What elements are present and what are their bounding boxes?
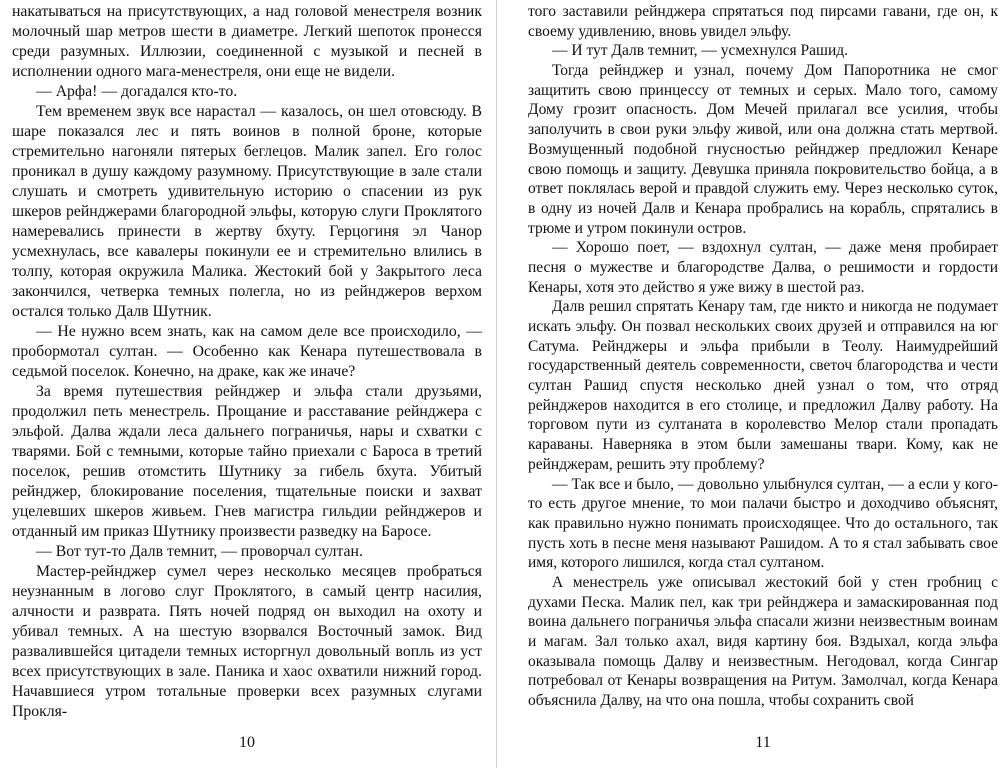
- paragraph: — Вот тут-то Далв темнит, — проворчал султан.: [36, 543, 363, 560]
- paragraph: Мастер-рейнджер сумел через несколько месяцев пробраться неузнанным в логово слуг Проклятого, в самый центр насилия, алчности и разврата. Пять ночей подряд он выходил на охоту и убивал темных. А на шестую взорвался Восточный замок. Вид развалившейся цитадели темных исторгнул довольный вопль из уст всех присутствующих в зале. Паника и хаос охватили нижний город. Начавшиеся утром тотальные проверки всех разумных слугами Прокля-: [12, 563, 482, 720]
- paragraph: — Так все и было, — довольно улыбнулся султан, — а если у кого-то есть другое мнение, то мои палачи быстро и доходчиво объяснят, как правильно нужно понимать происходящее. Что до остального, так пусть хоть в песне меня называют Рашидом. А то я стал забывать свое имя, которого лишился, когда стал султаном.: [528, 475, 998, 572]
- paragraph: Тогда рейнджер и узнал, почему Дом Папоротника не смог защитить свою принцессу от темных и серых. Мало того, самому Дому грозит опасность. Дом Мечей прилагал все усилия, чтобы заполучить в свои руки эльфу живой, или она должна стать мертвой. Возмущенный подобной гнусностью рейнджер предложил Кенаре свою помощь и защиту. Девушка приняла покровительство бойца, а в ответ поклялась верой и правдой служить ему. Через несколько суток, в одну из ночей Далв и Кенара пробрались на корабль, спрятались в трюме и утром покинули остров.: [528, 62, 998, 237]
- paragraph: того заставили рейнджера спрятаться под пирсами гавани, где он, к своему удивлению, вновь увидел эльфу.: [528, 3, 998, 40]
- page-number: 11: [755, 734, 771, 751]
- paragraph: накатываться на присутствующих, а над головой менестреля возник молочный шар метров шести в диаметре. Легкий шепоток пронесся среди разумных. Иллюзии, соединенной с музыкой и песней в исполнении одного мага-менестреля, они еще не видели.: [12, 3, 482, 80]
- paragraph: — Арфа! — догадался кто-то.: [36, 83, 238, 100]
- paragraph: — Не нужно всем знать, как на самом деле все происходило, — пробормотал султан. — Особенно как Кенара путешествовала в седьмой поселок. Конечно, на драке, как же иначе?: [12, 323, 482, 380]
- left-page-text: [12, 2, 482, 722]
- right-page-text: [528, 2, 998, 711]
- left-page: [12, 0, 482, 768]
- paragraph: А менестрель уже описывал жестокий бой у стен гробниц с духами Песка. Малик пел, как три рейнджера и замаскированная под воина дальнего пограничья эльфа спасали жизни неизвестным воинам и магам. Зал только ахал, видя картину боя. Вздыхал, когда эльфа оказывала помощь Далву и неизвестным. Негодовал, когда Сингар потребовал от Кенары возвращения на Ритум. Замолчал, когда Кенара объяснила Далву, на что она пошла, чтобы сохранить свой: [528, 573, 998, 710]
- page-gutter-divider: [496, 0, 497, 768]
- paragraph: Далв решил спрятать Кенару там, где никто и никогда не подумает искать эльфу. Он позвал нескольких своих друзей и отправился на юг Сатума. Рейнджеры и эльфа прибыли в Теолу. Наимудрейший государственный деятель современности, светоч благородства и чести султан Рашид спустя несколько дней узнал о том, что отряд рейнджеров находится в его столице, и предложил Далву работу. На торговом пути из султаната в королевство Мелор стали пропадать караваны. Наверняка в этом были замешаны твари. Кому, как не рейнджерам, решить эту проблему?: [528, 298, 998, 473]
- paragraph: — Хорошо поет, — вздохнул султан, — даже меня пробирает песня о мужестве и благородстве Далва, о решимости и гордости Кенары, хотя это действо я уже вижу в шестой раз.: [528, 239, 998, 296]
- paragraph: Тем временем звук все нарастал — казалось, он шел отовсюду. В шаре показался лес и пять воинов в полной броне, которые стремительно нагоняли пятерых беглецов. Малик запел. Его голос проникал в душу каждому разумному. Присутствующие в зале стали слушать и смотреть удивительную историю о спасении из рук шкеров рейнджерами благородной эльфы, которую слуги Проклятого намеревались принести в жертву бхуту. Герцогиня эл Чанор усмехнулась, все кавалеры покинули ее и стремительно влились в толпу, которая окружила Малика. Жестокий бой у Закрытого леса закончился, четверка темных полегла, но из рейнджеров верхом остался только Далв Шутник.: [12, 103, 482, 320]
- right-page: [528, 0, 998, 768]
- paragraph: — И тут Далв темнит, — усмехнулся Рашид.: [552, 42, 849, 60]
- page-number: 10: [239, 734, 255, 751]
- paragraph: За время путешествия рейнджер и эльфа стали друзьями, продолжил петь менестрель. Прощание и расставание рейнджера с эльфой. Далва ждали леса дальнего пограничья, нары и схватки с тварями. Бой с темными, которые тайно приехали с Бароса в третий поселок, решив отомстить Шутнику за гибель бхута. Убитый рейнджер, блокирование поселения, тщательные поиски и захват уцелевших шкеров живьем. Гнев магистра гильдии рейнджеров и отданный им приказ Шутнику произвести разведку на Баросе.: [12, 383, 482, 540]
